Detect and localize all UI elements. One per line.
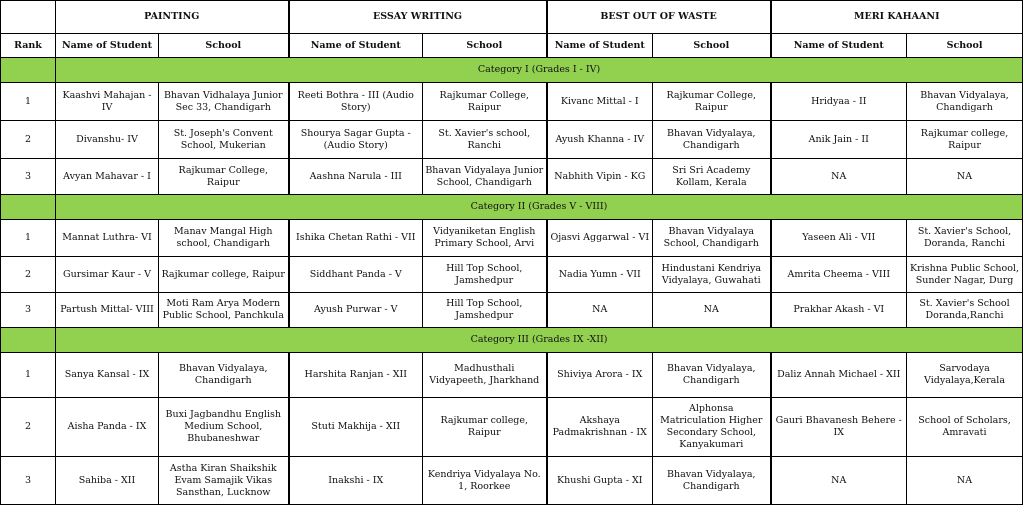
school-cell: Bhavan Vidyalaya, Chandigarh — [907, 83, 1023, 121]
student-cell: Aashna Narula - III — [289, 159, 423, 195]
table-row — [1, 159, 1023, 195]
rank-cell: 3 — [1, 293, 56, 328]
student-cell: Sanya Kansal - IX — [56, 353, 159, 398]
student-cell: Khushi Gupta - XI — [547, 457, 653, 505]
school-cell: Rajkumar College, Raipur — [653, 83, 771, 121]
table-row — [1, 220, 1023, 257]
school-cell: Moti Ram Arya Modern Public School, Panchkula — [159, 293, 289, 328]
student-cell: Stuti Makhija - XII — [289, 398, 423, 457]
school-cell: St. Xavier's School Doranda,Ranchi — [907, 293, 1023, 328]
school-cell: Sri Sri Academy Kollam, Kerala — [653, 159, 771, 195]
category-row — [1, 328, 1023, 353]
school-cell: NA — [907, 159, 1023, 195]
student-cell: Daliz Annah Michael - XII — [771, 353, 907, 398]
school-cell: Hindustani Kendriya Vidyalaya, Guwahati — [653, 257, 771, 293]
corner-cell — [1, 1, 56, 34]
student-cell: Avyan Mahavar - I — [56, 159, 159, 195]
student-cell: Gursimar Kaur - V — [56, 257, 159, 293]
student-cell: NA — [771, 159, 907, 195]
school-cell: Manav Mangal High school, Chandigarh — [159, 220, 289, 257]
student-cell: Reeti Bothra - III (Audio Story) — [289, 83, 423, 121]
school-cell: Bhavan Vidyalaya, Chandigarh — [653, 457, 771, 505]
school-cell: Madhusthali Vidyapeeth, Jharkhand — [423, 353, 547, 398]
school-cell: Astha Kiran Shaikshik Evam Samajik Vikas Sansthan, Lucknow — [159, 457, 289, 505]
column-header-row — [1, 34, 1023, 58]
student-cell: Kivanc Mittal - I — [547, 83, 653, 121]
school-cell: Hill Top School, Jamshedpur — [423, 293, 547, 328]
student-cell: Ojasvi Aggarwal - VI — [547, 220, 653, 257]
school-cell: St. Joseph's Convent School, Mukerian — [159, 121, 289, 159]
rank-header: Rank — [1, 34, 56, 58]
student-cell: Inakshi - IX — [289, 457, 423, 505]
student-cell: NA — [547, 293, 653, 328]
student-cell: Aisha Panda - IX — [56, 398, 159, 457]
rank-cell: 2 — [1, 257, 56, 293]
school-cell: Sarvodaya Vidyalaya,Kerala — [907, 353, 1023, 398]
school-cell: Rajkumar college, Raipur — [159, 257, 289, 293]
school-cell: Bhavan Vidyalaya, Chandigarh — [653, 121, 771, 159]
category-blank-cell — [1, 195, 56, 220]
school-cell: Bhavan Vidyalaya School, Chandigarh — [653, 220, 771, 257]
student-cell: Ayush Khanna - IV — [547, 121, 653, 159]
category-title: Category III (Grades IX -XII) — [56, 328, 1023, 353]
rank-cell: 2 — [1, 121, 56, 159]
rank-cell: 3 — [1, 457, 56, 505]
student-cell: Gauri Bhavanesh Behere - IX — [771, 398, 907, 457]
school-cell: Bhavan Vidyalaya, Chandigarh — [653, 353, 771, 398]
school-cell: Rajkumar college, Raipur — [907, 121, 1023, 159]
student-cell: Yaseen Ali - VII — [771, 220, 907, 257]
table-row — [1, 398, 1023, 457]
student-cell: Harshita Ranjan - XII — [289, 353, 423, 398]
school-cell: Hill Top School, Jamshedpur — [423, 257, 547, 293]
school-cell: Bhavan Vidyalaya Junior School, Chandigarh — [423, 159, 547, 195]
painting-header: PAINTING — [56, 1, 289, 34]
student-cell: Prakhar Akash - VI — [771, 293, 907, 328]
student-cell: NA — [771, 457, 907, 505]
category-row — [1, 195, 1023, 220]
table-row — [1, 257, 1023, 293]
meri-kahaani-header: MERI KAHAANI — [771, 1, 1023, 34]
student-cell: Siddhant Panda - V — [289, 257, 423, 293]
school-cell: School of Scholars, Amravati — [907, 398, 1023, 457]
table-row — [1, 457, 1023, 505]
category-blank-cell — [1, 58, 56, 83]
table-row — [1, 353, 1023, 398]
school-header: School — [907, 34, 1023, 58]
school-cell: Bhavan Vidyalaya, Chandigarh — [159, 353, 289, 398]
student-cell: Divanshu- IV — [56, 121, 159, 159]
student-cell: Shiviya Arora - IX — [547, 353, 653, 398]
school-cell: NA — [653, 293, 771, 328]
school-header: School — [423, 34, 547, 58]
school-cell: Krishna Public School, Sunder Nagar, Durg — [907, 257, 1023, 293]
school-cell: Rajkumar College, Raipur — [423, 83, 547, 121]
table-row — [1, 83, 1023, 121]
name-header: Name of Student — [289, 34, 423, 58]
school-cell: St. Xavier's School, Doranda, Ranchi — [907, 220, 1023, 257]
table-row — [1, 293, 1023, 328]
student-cell: Shourya Sagar Gupta - (Audio Story) — [289, 121, 423, 159]
table-row — [1, 121, 1023, 159]
category-blank-cell — [1, 328, 56, 353]
rank-cell: 1 — [1, 220, 56, 257]
name-header: Name of Student — [771, 34, 907, 58]
school-cell: Rajkumar College, Raipur — [159, 159, 289, 195]
student-cell: Partush Mittal- VIII — [56, 293, 159, 328]
school-cell: Buxi Jagbandhu English Medium School, Bhubaneshwar — [159, 398, 289, 457]
student-cell: Nadia Yumn - VII — [547, 257, 653, 293]
student-cell: Ayush Purwar - V — [289, 293, 423, 328]
school-cell: Vidyaniketan English Primary School, Arvi — [423, 220, 547, 257]
school-header: School — [653, 34, 771, 58]
student-cell: Amrita Cheema - VIII — [771, 257, 907, 293]
student-cell: Ishika Chetan Rathi - VII — [289, 220, 423, 257]
rank-cell: 2 — [1, 398, 56, 457]
student-cell: Anik Jain - II — [771, 121, 907, 159]
competition-header-row — [1, 1, 1023, 34]
essay-writing-header: ESSAY WRITING — [289, 1, 547, 34]
category-title: Category I (Grades I - IV) — [56, 58, 1023, 83]
best-out-of-waste-header: BEST OUT OF WASTE — [547, 1, 771, 34]
school-cell: Alphonsa Matriculation Higher Secondary School, Kanyakumari — [653, 398, 771, 457]
name-header: Name of Student — [547, 34, 653, 58]
school-header: School — [159, 34, 289, 58]
category-title: Category II (Grades V - VIII) — [56, 195, 1023, 220]
student-cell: Kaashvi Mahajan - IV — [56, 83, 159, 121]
school-cell: Kendriya Vidyalaya No. 1, Roorkee — [423, 457, 547, 505]
school-cell: NA — [907, 457, 1023, 505]
rank-cell: 3 — [1, 159, 56, 195]
rank-cell: 1 — [1, 353, 56, 398]
student-cell: Mannat Luthra- VI — [56, 220, 159, 257]
student-cell: Hridyaa - II — [771, 83, 907, 121]
category-row — [1, 58, 1023, 83]
name-header: Name of Student — [56, 34, 159, 58]
student-cell: Akshaya Padmakrishnan - IX — [547, 398, 653, 457]
student-cell: Sahiba - XII — [56, 457, 159, 505]
rank-cell: 1 — [1, 83, 56, 121]
school-cell: Rajkumar college, Raipur — [423, 398, 547, 457]
student-cell: Nabhith Vipin - KG — [547, 159, 653, 195]
school-cell: St. Xavier's school, Ranchi — [423, 121, 547, 159]
school-cell: Bhavan Vidhalaya Junior Sec 33, Chandigarh — [159, 83, 289, 121]
